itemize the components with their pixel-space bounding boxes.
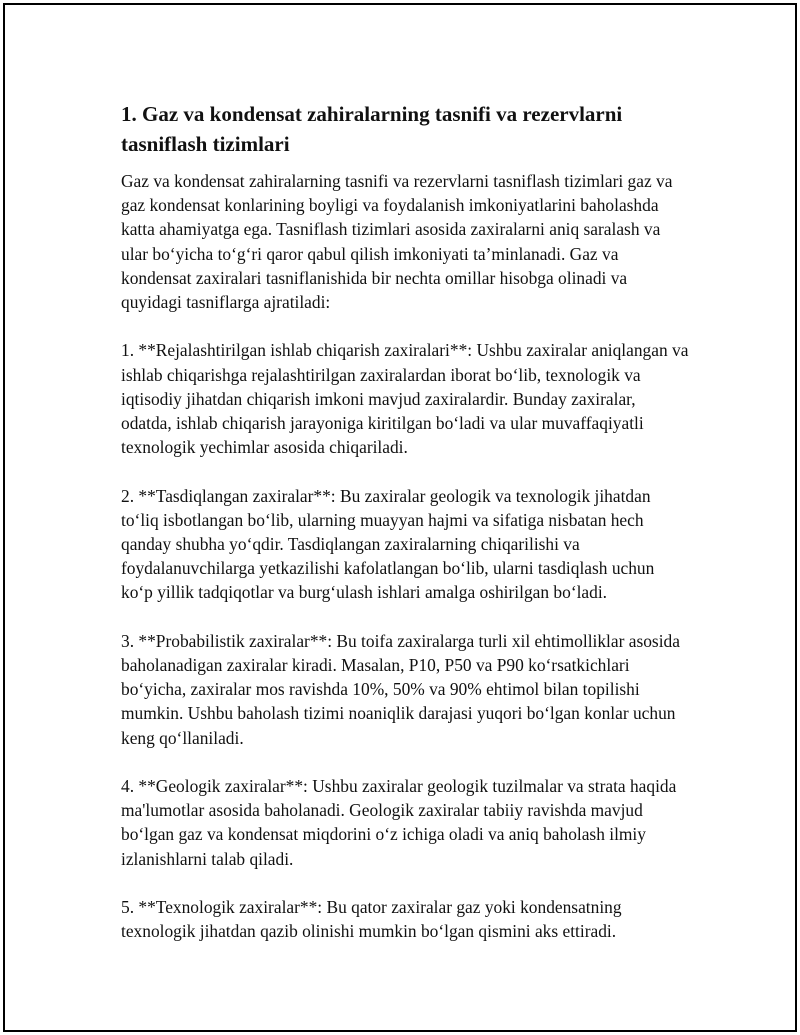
- paragraph-planned-reserves: 1. **Rejalashtirilgan ishlab chiqarish zaxiralari**: Ushbu zaxiralar aniqlangan va ishlab chiqarishga rejalashtirilgan zaxiralardan iborat bo‘lib, texnologik va iqtisodiy jihatdan chiqarish imkoni mavjud zaxiralardir. Bunday zaxiralar, odatda, ishlab chiqarish jarayoniga kiritilgan bo‘ladi va ular muvaffaqiyatli texnologik yechimlar asosida chiqariladi.: [121, 340, 689, 458]
- intro-paragraph: Gaz va kondensat zahiralarning tasnifi va rezervlarni tasniflash tizimlari gaz va gaz kondensat konlarining boyligi va foydalanish imkoniyatlarini baholashda katta ahamiyatga ega. Tasniflash tizimlari asosida zaxiralarni aniq saralash va ular bo‘yicha to‘g‘ri qaror qabul qilish imkoniyati ta’minlanadi. Gaz va kondensat zaxiralari tasniflanishida bir nechta omillar hisobga olinadi va quyidagi tasniflarga ajratiladi:: [121, 171, 673, 313]
- paragraph-probabilistic-reserves: 3. **Probabilistik zaxiralar**: Bu toifa zaxiralarga turli xil ehtimolliklar asosida baholanadigan zaxiralar kiradi. Masalan, P10, P50 va P90 ko‘rsatkichlari bo‘yicha, zaxiralar mos ravishda 10%, 50% va 90% ehtimol bilan topilishi mumkin. Ushbu baholash tizimi noaniqlik darajasi yuqori bo‘lgan konlar uchun keng qo‘llaniladi.: [121, 630, 680, 748]
- paragraph-proved-reserves: 2. **Tasdiqlangan zaxiralar**: Bu zaxiralar geologik va texnologik jihatdan to‘liq isbotlangan bo‘lib, ularning muayyan hajmi va sifatiga nisbatan hech qanday shubha yo‘qdir. Tasdiqlangan zaxiralarning chiqarilishi va foydalanuvchilarga yetkazilishi kafolatlangan bo‘lib, ularni tasdiqlash uchun ko‘p yillik tadqiqotlar va burg‘ulash ishlari amalga oshirilgan bo‘ladi.: [121, 485, 655, 603]
- page-frame: [3, 3, 797, 1032]
- paragraph-technological-reserves: 5. **Texnologik zaxiralar**: Bu qator zaxiralar gaz yoki kondensatning texnologik jihatdan qazib olinishi mumkin bo‘lgan qismini aks ettiradi.: [121, 897, 622, 942]
- section-heading: 1. Gaz va kondensat zahiralarning tasnifi va rezervlarni tasniflash tizimlari: [121, 102, 623, 156]
- paragraph-geological-reserves: 4. **Geologik zaxiralar**: Ushbu zaxiralar geologik tuzilmalar va strata haqida ma'lumotlar asosida baholanadi. Geologik zaxiralar tabiiy ravishda mavjud bo‘lgan gaz va kondensat miqdorini o‘z ichiga oladi va aniq baholash ilmiy izlanishlarni talab qiladi.: [121, 776, 677, 869]
- document-body: [121, 99, 689, 968]
